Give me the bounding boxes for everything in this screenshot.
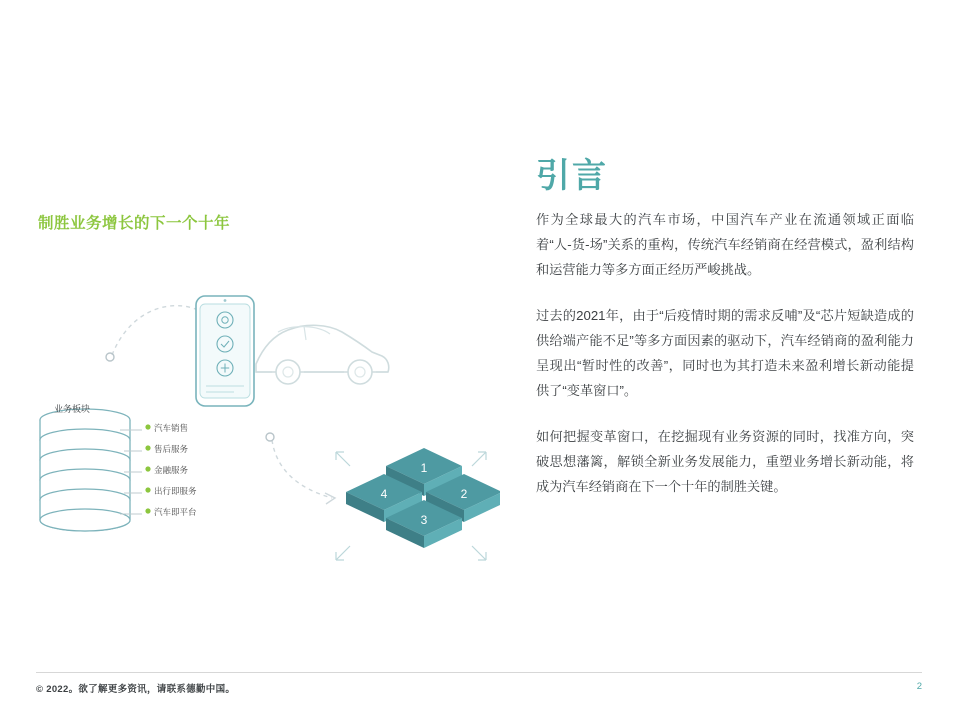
- right-column: [536, 0, 926, 719]
- page-title: 引言: [536, 157, 608, 195]
- cube-number: 4: [380, 487, 388, 501]
- body-copy: [536, 207, 914, 520]
- left-heading: 制胜业务增长的下一个十年: [38, 215, 231, 232]
- footer-divider: [36, 672, 922, 673]
- stack-item-label: 汽车即平台: [154, 507, 197, 517]
- stack-item-label: 金融服务: [154, 465, 189, 475]
- stack-title: 业务板块: [54, 404, 91, 414]
- cube-number: 3: [420, 513, 428, 527]
- paragraph: 如何把握变革窗口，在挖掘现有业务资源的同时，找准方向，突破思想藩篱，解锁全新业务发展能力，重塑业务增长新动能，将成为汽车经销商在下一个十年的制胜关键。: [536, 429, 914, 494]
- stack-item-label: 出行即服务: [154, 486, 197, 496]
- cube-number: 2: [460, 487, 468, 501]
- page-number: 2: [916, 681, 922, 692]
- paragraph: 过去的2021年，由于“后疫情时期的需求反哺”及“芯片短缺造成的供给端产能不足”等多方面因素的驱动下，汽车经销商的盈利能力呈现出“暂时性的改善”，同时也为其打造未来盈利增长新动能提供了“变革窗口”。: [536, 308, 914, 398]
- cube-number: 1: [420, 461, 428, 475]
- stack-item-label: 售后服务: [154, 444, 189, 454]
- paragraph: 作为全球最大的汽车市场，中国汽车产业在流通领域正面临着“人-货-场”关系的重构，传统汽车经销商在经营模式，盈利结构和运营能力等多方面正经历严峻挑战。: [536, 212, 914, 277]
- footer-copyright: © 2022。欲了解更多资讯，请联系德勤中国。: [36, 684, 236, 695]
- business-growth-illustration: [20, 280, 500, 600]
- stack-item-label: 汽车销售: [154, 423, 189, 433]
